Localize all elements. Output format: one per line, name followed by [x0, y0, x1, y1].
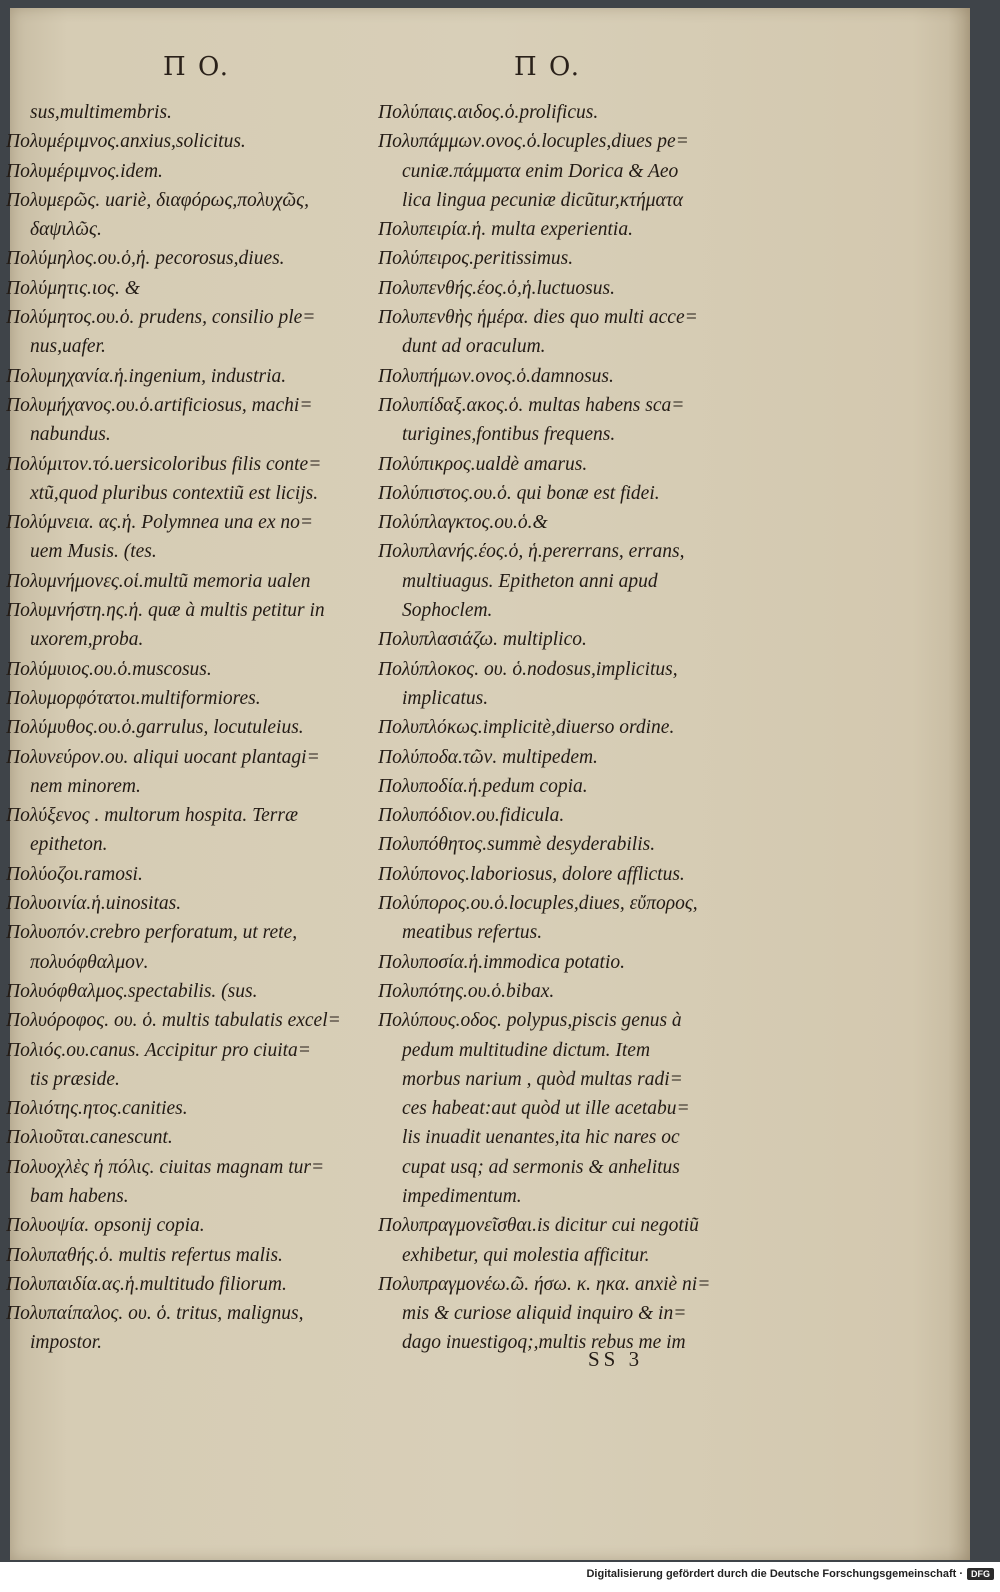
footer-credit: [586, 1568, 994, 1580]
signature-mark: SS 3: [588, 1347, 644, 1371]
dictionary-line: Πολύπιστος.ου.ὁ. qui bonæ est fidei.: [378, 482, 660, 504]
dictionary-line: morbus narium , quòd multas radi=: [402, 1068, 683, 1090]
dictionary-line: Πολυμήχανος.ου.ὁ.artificiosus, machi=: [6, 394, 313, 416]
dictionary-line: ces habeat:aut quòd ut ille acetabu=: [402, 1098, 690, 1120]
dictionary-line: Πολυπλανής.έος.ὁ, ἡ.pererrans, errans,: [378, 541, 685, 563]
dictionary-line: Πολυποσία.ἡ.immodica potatio.: [378, 951, 626, 973]
dictionary-line: Πολυμέριμνος.anxius,solicitus.: [6, 131, 246, 153]
dictionary-line: dunt ad oraculum.: [402, 336, 546, 358]
dictionary-line: nem minorem.: [30, 775, 141, 797]
right-column: [378, 98, 740, 1358]
dictionary-line: mis & curiose aliquid inquiro & in=: [402, 1303, 687, 1325]
dictionary-line: Πολυπραγμονέω.ῶ. ήσω. κ. ηκα. anxiè ni=: [378, 1273, 711, 1295]
dictionary-line: Πολύμητις.ιος. &: [6, 277, 140, 299]
dictionary-line: multiuagus. Epitheton anni apud: [402, 570, 658, 592]
dictionary-line: Πολύπονος.laboriosus, dolore afflictus.: [378, 863, 685, 885]
dictionary-line: bam habens.: [30, 1185, 129, 1207]
running-head-left: Π O.: [163, 52, 230, 82]
dictionary-line: Πολύμιτον.τό.uersicoloribus filis conte=: [6, 453, 322, 475]
dictionary-line: turigines,fontibus frequens.: [402, 424, 616, 446]
dictionary-line: nabundus.: [30, 424, 111, 446]
dictionary-line: Sophoclem.: [402, 600, 493, 622]
dictionary-line: cuniæ.πάμματα enim Dorica & Aeo: [402, 160, 679, 182]
dictionary-line: implicatus.: [402, 687, 489, 709]
dictionary-line: sus,multimembris.: [30, 102, 172, 123]
dictionary-line: Πολυμνήμονες.οἱ.multũ memoria ualen: [6, 570, 311, 592]
dictionary-line: Πολυπότης.ου.ὁ.bibax.: [378, 980, 555, 1002]
dictionary-line: Πολιός.ου.canus. Accipitur pro ciuita=: [6, 1039, 311, 1061]
dictionary-line: Πολυοινία.ἡ.uinositas.: [6, 893, 182, 915]
dictionary-line: Πολυοψία. opsonij copia.: [6, 1215, 205, 1237]
dictionary-line: Πολυπαίπαλος. ου. ὁ. tritus, malignus,: [6, 1303, 304, 1325]
dictionary-line: Πολυμέριμνος.idem.: [6, 160, 163, 182]
dictionary-line: Πολιοῦται.canescunt.: [6, 1127, 173, 1149]
dictionary-line: Πολύοζοι.ramosi.: [6, 863, 143, 885]
dictionary-line: meatibus refertus.: [402, 922, 543, 944]
dictionary-line: exhibetur, qui molestia afficitur.: [402, 1244, 650, 1266]
dictionary-line: uxorem,proba.: [30, 629, 144, 651]
dictionary-line: Πολυπαιδία.ας.ἡ.multitudo filiorum.: [6, 1273, 287, 1295]
dictionary-line: Πολυμνήστη.ης.ἡ. quæ à multis petitur in: [6, 600, 325, 622]
dictionary-line: epitheton.: [30, 834, 108, 856]
dictionary-line: Πολυπαθής.ὁ. multis refertus malis.: [6, 1244, 283, 1266]
left-column: [6, 98, 351, 1358]
dictionary-line: lica lingua pecuniæ dicũtur,κτήματα: [402, 189, 683, 211]
dfg-logo: DFG: [967, 1568, 994, 1580]
dictionary-line: δαψιλῶς.: [30, 219, 102, 241]
dictionary-line: Πολύμυιος.ου.ὁ.muscosus.: [6, 658, 212, 680]
dictionary-line: Πολυμηχανία.ἡ.ingenium, industria.: [6, 365, 287, 387]
dictionary-line: Πολυπενθής.έος.ὁ,ἡ.luctuosus.: [378, 277, 615, 299]
dictionary-line: Πολυμερῶς. uariè, διαφόρως,πολυχῶς,: [6, 189, 309, 211]
running-head-right: Π O.: [514, 52, 581, 82]
dictionary-line: Πολυόφθαλμος.spectabilis. (sus.: [6, 980, 258, 1002]
dictionary-line: Πολύπλαγκτος.ου.ὁ.&: [378, 512, 548, 534]
footer-credit-text: Digitalisierung gefördert durch die Deutsche Forschungsgemeinschaft ·: [586, 1568, 963, 1580]
dictionary-line: Πολυμορφότατοι.multiformiores.: [6, 687, 261, 709]
dictionary-line: Πολυοχλὲς ἡ πόλις. ciuitas magnam tur=: [6, 1156, 325, 1178]
dictionary-line: Πολύμηλος.ου.ὁ,ἡ. pecorosus,diues.: [6, 248, 285, 270]
dictionary-line: Πολύξενος . multorum hospita. Terræ: [6, 805, 298, 827]
dictionary-line: Πολυπόδιον.ου.fidicula.: [378, 805, 565, 827]
dictionary-line: Πολύπλοκος. ου. ὁ.nodosus,implicitus,: [378, 658, 678, 680]
dictionary-line: Πολυπόθητος.summè desyderabilis.: [378, 834, 656, 856]
dictionary-line: Πολύπορος.ου.ὁ.locuples,diues, εὔπορος,: [378, 893, 698, 915]
dictionary-line: lis inuadit uenantes,ita hic nares oc: [402, 1127, 680, 1149]
dictionary-line: Πολιότης.ητος.canities.: [6, 1098, 188, 1120]
dictionary-line: uem Musis. (tes.: [30, 541, 157, 563]
dictionary-line: Πολυπλόκως.implicitè,diuerso ordine.: [378, 717, 675, 739]
dictionary-line: Πολυποδία.ἡ.pedum copia.: [378, 775, 588, 797]
dictionary-line: Πολυπάμμων.ονος.ὁ.locuples,diues pe=: [378, 131, 689, 153]
dictionary-line: Πολύπους.οδος. polypus,piscis genus à: [378, 1010, 682, 1032]
dictionary-line: Πολυοπόν.crebro perforatum, ut rete,: [6, 922, 298, 944]
dictionary-line: Πολύπαις.αιδος.ὁ.prolificus.: [378, 102, 599, 123]
dictionary-line: Πολύμνεια. ας.ἡ. Polymnea una ex no=: [6, 512, 314, 534]
dictionary-line: Πολύμυθος.ου.ὁ.garrulus, locutuleius.: [6, 717, 304, 739]
dictionary-line: nus,uafer.: [30, 336, 106, 358]
dictionary-line: Πολυόροφος. ου. ὁ. multis tabulatis excel=: [6, 1010, 341, 1032]
dictionary-line: tis præside.: [30, 1068, 120, 1090]
dictionary-line: Πολυπειρία.ἡ. multa experientia.: [378, 219, 633, 241]
dictionary-line: Πολυπλασιάζω. multiplico.: [378, 629, 587, 651]
dictionary-line: xtũ,quod pluribus contextiũ est licijs.: [30, 482, 319, 504]
dictionary-line: Πολυπενθὴς ἡμέρα. dies quo multi acce=: [378, 307, 698, 329]
dictionary-line: Πολύμητος.ου.ὁ. prudens, consilio ple=: [6, 307, 316, 329]
dictionary-line: pedum multitudine dictum. Item: [402, 1039, 651, 1061]
dictionary-line: cupat usq; ad sermonis & anhelitus: [402, 1156, 680, 1178]
dictionary-line: Πολυπήμων.ονος.ὁ.damnosus.: [378, 365, 614, 387]
page-edge-shadow: [948, 8, 970, 1560]
dictionary-line: impostor.: [30, 1332, 103, 1354]
dictionary-line: dago inuestigoq;,multis rebus me im: [402, 1332, 686, 1354]
dictionary-line: πολυόφθαλμον.: [30, 951, 149, 973]
dictionary-line: Πολύπειρος.peritissimus.: [378, 248, 574, 270]
dictionary-line: Πολυπίδαξ.ακος.ὁ. multas habens sca=: [378, 394, 685, 416]
dictionary-line: Πολυνεύρον.ου. aliqui uocant plantagi=: [6, 746, 320, 768]
dictionary-line: impedimentum.: [402, 1185, 522, 1207]
dictionary-line: Πολύποδα.τῶν. multipedem.: [378, 746, 598, 768]
dictionary-line: Πολύπικρος.ualdè amarus.: [378, 453, 588, 475]
dictionary-line: Πολυπραγμονεῖσθαι.is dicitur cui negotiũ: [378, 1215, 699, 1237]
